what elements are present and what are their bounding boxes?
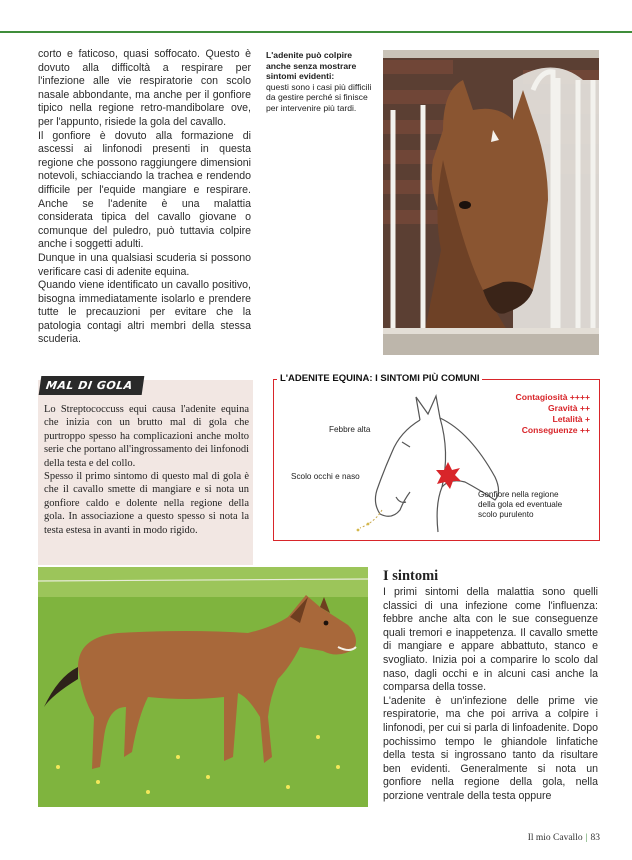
paragraph: Quando viene identificato un cavallo positivo, bisogna immediatamente isolarlo e prendere tutte le precauzioni per evitare che la patologia contagi altri membri della stessa scuderia. <box>38 279 251 346</box>
article-column-left <box>38 48 251 347</box>
article-column-right <box>383 586 598 804</box>
page-number: 83 <box>590 833 600 843</box>
rating-gravita: Gravità ++ <box>547 403 590 413</box>
section-heading-sintomi: I sintomi <box>383 568 439 584</box>
paragraph: I primi sintomi della malattia sono quelli classici di una infezione come l'influenza: febbre anche alta con le sue conseguenze quali tremori e inappetenza. Il cavallo smette di mangiare e appare abbattuto, stanco e svogliato. Inizia poi a comparire lo scolo dal naso, dagli occhi e in alcuni casi anche la comparsa della tosse. <box>383 586 598 694</box>
paragraph: L'adenite è un'infezione delle prime vie respiratorie, ma che poi arriva a colpire i linfonodi, per cui si parla di linfoadenite. Dopo pochissimo tempo le ghiandole linfatiche della testa si ingrossano tanto da risultare ben evidenti. Generalmente si nota un gonfiore nella regione della gola, nella porzione ventrale della testa oppure <box>383 694 598 802</box>
footer-separator: | <box>585 833 588 843</box>
rating-letalita: Letalità + <box>552 414 590 424</box>
rating-conseguenze: Conseguenze ++ <box>521 425 590 435</box>
label-gonfiore: Gonfiore nella regione della gola ed eventuale scolo purulento <box>478 490 563 519</box>
top-rule <box>0 31 632 33</box>
caption-bold: L'adenite può colpire anche senza mostrare sintomi evidenti: <box>266 50 357 82</box>
paragraph: Lo Streptococcuss equi causa l'adenite equina che inizia con un brutto mal di gola che purtroppo spesso ha complicazioni anche molto serie che portano all'ingrossamento dei linfonodi della testa e del collo. <box>44 404 249 469</box>
page-footer <box>528 833 600 843</box>
photo-caption <box>266 50 376 114</box>
sidebar-title: MAL DI GOLA <box>39 376 144 395</box>
label-febbre: Febbre alta <box>329 425 371 434</box>
rating-contagiosita: Contagiosità ++++ <box>515 392 590 402</box>
magazine-name: Il mio Cavallo <box>527 833 583 843</box>
paragraph: Il gonfiore è dovuto alla formazione di ascessi ai linfonodi presenti in questa regione che possono raggiungere dimensioni notevoli, schiacciando la trachea e rendendo difficile per l'equide mangiare e respirare. Anche se l'adenite è una malattia considerata tipica del cavallo giovane o comunque del puledro, può tuttavia colpire anche i soggetti adulti. <box>38 129 251 251</box>
horse-meadow-illustration <box>38 567 368 807</box>
paragraph: Spesso il primo sintomo di questo mal di gola è che il cavallo smette di mangiare e si nota un gonfiore caldo e dolente nella regione della gola. In associazione a questo spesso si nota la testa estesa in avanti in modo rigido. <box>44 471 249 536</box>
photo-horse-stable <box>383 50 599 355</box>
infobox-title: L'ADENITE EQUINA: I SINTOMI PIÙ COMUNI <box>277 373 482 384</box>
photo-horse-meadow <box>38 567 368 807</box>
ratings-list <box>500 392 590 436</box>
paragraph: corto e faticoso, quasi soffocato. Questo è dovuto alla difficoltà a respirare per l'infezione alle vie respiratorie con scolo nasale abbondante, ma anche per il gonfiore tipico nella regione retro-mandibolare ove, per l'appunto, risiede la gola del cavallo. <box>38 48 251 128</box>
label-scolo: Scolo occhi e naso <box>291 472 360 481</box>
horse-stable-illustration <box>383 50 599 355</box>
nose-drip-dot <box>357 529 360 532</box>
swelling-star-icon <box>436 462 461 489</box>
paragraph: Dunque in una qualsiasi scuderia si possono verificare casi di adenite equina. <box>38 251 251 278</box>
nose-drip-dot <box>367 523 370 526</box>
caption-text: questi sono i casi più difficili da gestire perché si finisce per intervenire più tardi. <box>266 81 372 113</box>
sidebar-text <box>44 403 249 537</box>
